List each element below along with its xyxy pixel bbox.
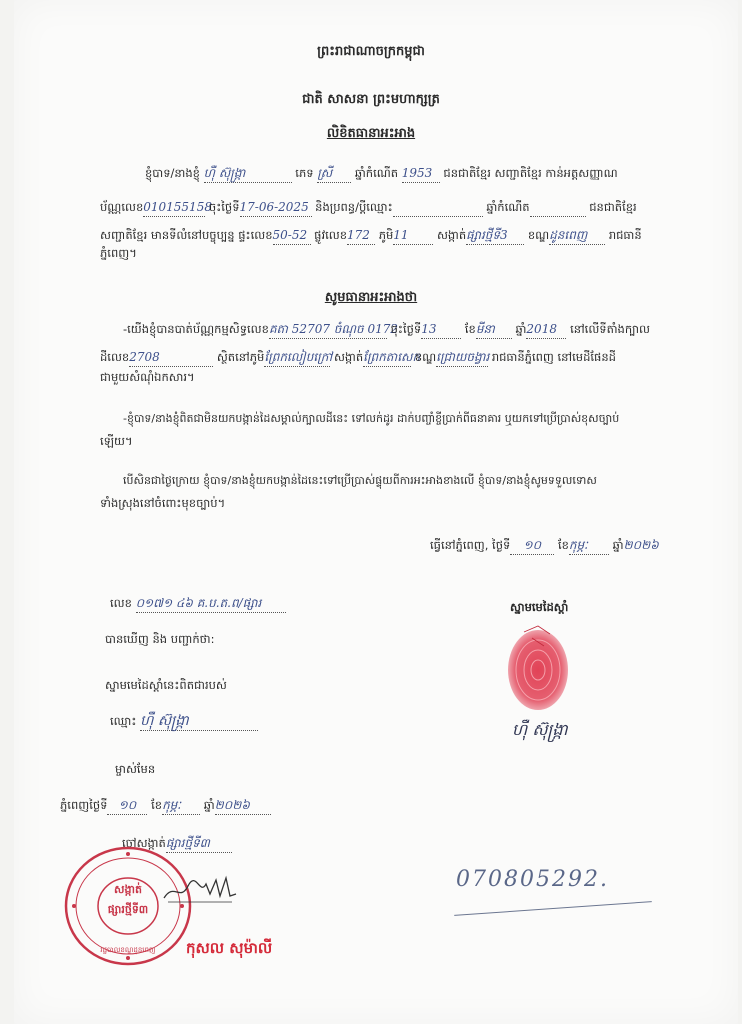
declarant-name: ហ៊ឺ ស៊ុង្រ្កា [204,164,292,183]
address-prefix: សញ្ជាតិខ្មែរ មានទីលំនៅបច្ចុប្បន្ន ផ្ទះលេខ [100,228,273,242]
street-no: 172 [347,226,375,245]
paragraph-1-line-1 [123,320,650,339]
declarant-prefix: ខ្ញុំបាទ/នាងខ្ញុំ [145,166,200,180]
paragraph-3-line-2: ទាំងស្រុងនៅចំពោះមុខច្បាប់។ [100,496,226,510]
cert-name-value: ហ៊ឺ ស៊ុង្រ្កា [140,712,258,731]
cert-date-month: កុម្ភៈ [162,796,200,815]
spouse-born-label: ឆ្នាំកំណើត [486,200,530,214]
cert-month: មីនា [476,320,512,339]
cert-name-label: ឈ្មោះ [110,714,137,728]
street-label: ផ្លូវលេខ [314,228,348,242]
date-month-label: ខែ [557,538,569,552]
date-prefix: ធ្វើនៅភ្នំពេញ, ថ្ងៃទី [430,538,511,552]
certification-name-line [110,712,258,731]
spouse-nat: ជនជាតិខ្មែរ [589,200,637,214]
date-day: ១០ [510,536,554,555]
certification-date-line [60,796,271,815]
cert-date-day: ១០ [107,796,147,815]
p1-text-a: -យើងខ្ញុំបានបាត់ប័ណ្ណកម្មសិទ្ធលេខ [123,322,269,336]
paragraph-3-line-1: បើសិនជាថ្ងៃក្រោយ ខ្ញុំបាទ/នាងខ្ញុំយកបង្កាន់ដៃនេះទៅប្រើប្រាស់ផ្ទុយពីការអះអាងខាងលើ ខ្ញុំបាទ/នាងខ្ញុំសូមទទួលទោស [123,474,597,487]
paragraph-2-line-1: -ខ្ញុំបាទ/នាងខ្ញុំពិតជាមិនយកបង្កាន់ដៃសម្គាល់ក្បាលដីនេះ ទៅលក់ដូរ ដាក់បញ្ចាំខ្ចីប្រាក់ពីធនាគារ ឬយកទៅប្រើប្រាស់ខុសច្បាប់ [123,412,620,425]
khan-value: ដូនពេញ [549,226,605,245]
declarant-line-1 [145,164,618,183]
reference-number: ០១៧១ ៤៦ គ.ប.ត.ព/ផ្សារ [136,594,286,613]
motto-heading: ជាតិ សាសនា ព្រះមហាក្សត្រ [302,92,440,107]
p1-year-label: ឆ្នាំ [515,322,527,336]
date-year: ២០២៦ [623,538,659,552]
p1-month-label: ខែ [464,322,476,336]
chief-label: ចៅសង្កាត់ [122,836,166,850]
right-signature-name: ហ៊ឺ ស៊ុង្រ្កា [512,720,568,739]
house-no: 50-52 [273,226,311,245]
sangkat-value: ផ្សារថ្មីទី3 [466,226,524,245]
sangkat-label: សង្កាត់ [436,228,467,242]
right-fingerprint-label: ស្នាមមេដៃស្ដាំ [510,600,569,614]
id-number: 010155158 [143,198,205,217]
declarant-line-3 [100,226,642,245]
plot-khan: ជ្រោយចង្វារ [436,348,488,367]
stamp-line-2: ផ្សារថ្មីទី៣ [107,903,149,916]
chief-sangkat: ផ្សារថ្មីទី៣ [166,834,232,853]
cert-year: 2018 [526,320,566,339]
born-year: 1953 [402,164,440,183]
group-label: ភូមិ [378,228,394,242]
p1-sangkat-label: សង្កាត់ [333,350,364,364]
certification-seen: បានឃើញ និង បញ្ជាក់ថា: [105,632,215,646]
official-name: កុសល សុម៉ាលី [186,939,273,957]
p1-khan-label: ខណ្ឌ [414,350,437,364]
id-date: 17-06-2025 [240,198,312,217]
p1-plot-label: ដីលេខ [100,350,130,364]
declarant-line-2 [100,198,637,217]
cert-date-prefix: ភ្នំពេញថ្ងៃទី [60,798,108,812]
group-no: 11 [393,226,433,245]
p1-text-e: រាជធានីភ្នំពេញ នៅមេដីផែនដី [491,350,616,364]
p1-text-c: នៅលើទីតាំងក្បាល [570,322,650,336]
spouse-label: និងប្រពន្ធ/ប្ដីឈ្មោះ [315,200,393,214]
stamp-ring-text: រដ្ឋបាលខណ្ឌដូនពេញ [100,946,156,954]
city-line: ភ្នំពេញ។ [100,246,137,260]
id-label: ប័ណ្ណលេខ [100,200,144,214]
paragraph-2-line-2: ឡើយ។ [100,434,133,448]
paragraph-1-line-3: ជាមួយសំណុំឯកសារ។ [100,370,195,384]
spouse-born-blank [530,198,586,217]
spouse-blank [393,198,483,217]
p1-village-label: ស្ថិតនៅភូមិ [216,350,265,364]
p1-text-b: ចុះថ្ងៃទី [390,322,422,336]
reference-line [110,594,286,613]
cert-date-year-label: ឆ្នាំ [203,798,215,812]
phone-number: 070805292. [456,867,609,892]
certification-owner: ម្ចាស់មែន [115,762,156,776]
plot-number: 2708 [129,348,213,367]
cert-number: គតា 52707 ចំណុច 0172 [269,320,387,339]
date-month: កុម្ភៈ [569,536,609,555]
date-year-label: ឆ្នាំ [612,538,624,552]
plot-sangkat: ព្រែកតាសេក [363,348,411,367]
cert-day: 13 [421,320,461,339]
fingerprint-graphic [504,624,572,714]
nationality-text: ជនជាតិខ្មែរ សញ្ជាតិខ្មែរ កាន់អត្តសញ្ញាណ [443,166,618,180]
kingdom-heading: ព្រះរាជាណាចក្រកម្ពុជា [317,44,425,59]
city-suffix: រាជធានី [608,228,642,242]
document-title: លិខិតធានាអះអាង [326,126,416,141]
stamp-line-1: សង្កាត់ [114,883,142,896]
plot-village: ព្រែកលៀបក្រៅ [264,348,330,367]
cert-date-month-label: ខែ [151,798,163,812]
khan-label: ខណ្ឌ [527,228,550,242]
sex-value: ស្រី [317,164,351,183]
cert-date-year: ២០២៦ [215,796,271,815]
assurance-subtitle: សូមធានាអះអាងថា [324,290,418,305]
fingerprint [504,624,572,714]
certification-fingerprint-of: ស្នាមមេដៃស្ដាំនេះពិតជារបស់ [105,678,227,692]
id-date-label: ចុះថ្ងៃទី [208,200,240,214]
born-label: ឆ្នាំកំណើត [354,166,399,180]
official-signature [160,872,240,908]
date-line [430,536,659,555]
paragraph-1-line-2 [100,348,616,367]
reference-label: លេខ [110,596,132,610]
sex-label: ភេទ [295,166,314,180]
